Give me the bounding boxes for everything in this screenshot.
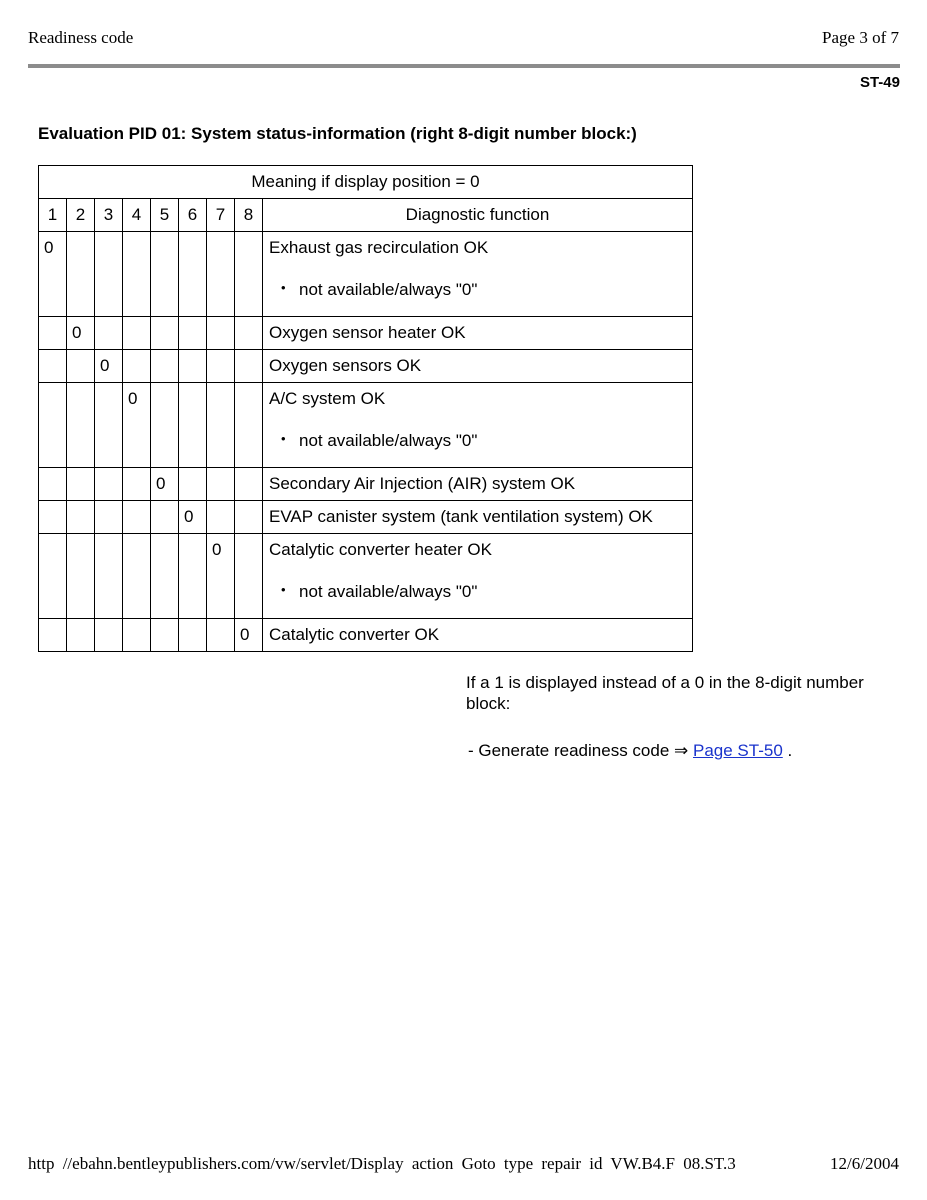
table-row	[39, 383, 693, 468]
empty-cell	[39, 383, 67, 468]
empty-cell	[95, 501, 123, 534]
function-cell	[263, 534, 693, 619]
function-note	[269, 429, 692, 453]
note-text: not available/always "0"	[299, 431, 478, 450]
empty-cell	[123, 350, 151, 383]
function-note	[269, 278, 692, 302]
section-heading: Evaluation PID 01: System status-information (right 8-digit number block:)	[38, 124, 637, 143]
empty-cell	[235, 468, 263, 501]
bullet-icon: •	[281, 582, 286, 597]
empty-cell	[151, 350, 179, 383]
empty-cell	[95, 383, 123, 468]
position-value: 0	[67, 317, 95, 350]
footer-url: http //ebahn.bentleypublishers.com/vw/servlet/Display action Goto type repair id VW.B4.F 08.ST.3	[28, 1154, 736, 1173]
empty-cell	[39, 619, 67, 652]
position-value: 0	[207, 534, 235, 619]
empty-cell	[95, 232, 123, 317]
empty-cell	[179, 232, 207, 317]
empty-cell	[67, 534, 95, 619]
empty-cell	[151, 317, 179, 350]
page-number: Page 3 of 7	[822, 28, 899, 47]
position-value: 0	[39, 232, 67, 317]
empty-cell	[67, 232, 95, 317]
empty-cell	[39, 534, 67, 619]
empty-cell	[123, 534, 151, 619]
empty-cell	[151, 534, 179, 619]
page-code: ST-49	[859, 74, 900, 91]
empty-cell	[207, 619, 235, 652]
empty-cell	[235, 501, 263, 534]
function-cell	[263, 383, 693, 468]
position-value: 0	[123, 383, 151, 468]
function-cell	[263, 468, 693, 501]
empty-cell	[207, 350, 235, 383]
function-label: EVAP canister system (tank ventilation system) OK	[269, 507, 653, 526]
empty-cell	[39, 501, 67, 534]
empty-cell	[123, 317, 151, 350]
header-row	[39, 199, 693, 232]
empty-cell	[123, 232, 151, 317]
table-row	[39, 619, 693, 652]
empty-cell	[207, 232, 235, 317]
empty-cell	[151, 501, 179, 534]
position-header: 3	[95, 199, 123, 232]
function-label: Oxygen sensor heater OK	[269, 323, 466, 342]
page-link[interactable]: Page ST-50	[693, 741, 783, 760]
empty-cell	[67, 468, 95, 501]
empty-cell	[123, 501, 151, 534]
empty-cell	[95, 317, 123, 350]
empty-cell	[67, 383, 95, 468]
table-row	[39, 232, 693, 317]
empty-cell	[151, 383, 179, 468]
empty-cell	[235, 232, 263, 317]
table-row	[39, 534, 693, 619]
function-label: Secondary Air Injection (AIR) system OK	[269, 474, 576, 493]
function-header: Diagnostic function	[263, 199, 693, 232]
empty-cell	[235, 350, 263, 383]
position-header: 8	[235, 199, 263, 232]
table-row	[39, 501, 693, 534]
header-divider	[28, 64, 900, 68]
empty-cell	[207, 468, 235, 501]
position-value: 0	[235, 619, 263, 652]
empty-cell	[207, 501, 235, 534]
empty-cell	[39, 350, 67, 383]
empty-cell	[151, 619, 179, 652]
empty-cell	[95, 468, 123, 501]
empty-cell	[67, 350, 95, 383]
empty-cell	[179, 619, 207, 652]
empty-cell	[67, 619, 95, 652]
table-caption: Meaning if display position = 0	[39, 166, 693, 199]
note-text: not available/always "0"	[299, 280, 478, 299]
empty-cell	[95, 534, 123, 619]
position-header: 7	[207, 199, 235, 232]
function-cell	[263, 232, 693, 317]
document-title: Readiness code	[28, 28, 134, 47]
empty-cell	[39, 317, 67, 350]
table-row	[39, 350, 693, 383]
empty-cell	[179, 468, 207, 501]
empty-cell	[179, 317, 207, 350]
footer-date: 12/6/2004	[830, 1154, 899, 1173]
function-label: Catalytic converter heater OK	[269, 540, 492, 559]
caption-row	[39, 166, 693, 199]
function-cell	[263, 501, 693, 534]
note-text: not available/always "0"	[299, 582, 478, 601]
function-label: A/C system OK	[269, 389, 386, 408]
empty-cell	[123, 468, 151, 501]
readiness-table	[38, 165, 693, 652]
function-cell	[263, 317, 693, 350]
step-text: - Generate readiness code ⇒	[468, 741, 689, 760]
position-header: 6	[179, 199, 207, 232]
empty-cell	[235, 317, 263, 350]
table-row	[39, 468, 693, 501]
position-header: 4	[123, 199, 151, 232]
empty-cell	[207, 383, 235, 468]
function-label: Exhaust gas recirculation OK	[269, 238, 489, 257]
function-cell	[263, 619, 693, 652]
empty-cell	[123, 619, 151, 652]
step-suffix: .	[782, 741, 793, 760]
position-value: 0	[151, 468, 179, 501]
bullet-icon: •	[281, 280, 286, 295]
empty-cell	[39, 468, 67, 501]
table-row	[39, 317, 693, 350]
empty-cell	[207, 317, 235, 350]
position-header: 1	[39, 199, 67, 232]
function-cell	[263, 350, 693, 383]
empty-cell	[151, 232, 179, 317]
empty-cell	[235, 383, 263, 468]
empty-cell	[179, 383, 207, 468]
instruction-step	[468, 741, 792, 761]
position-value: 0	[95, 350, 123, 383]
note-text: If a 1 is displayed instead of a 0 in the 8-digit number block:	[466, 673, 864, 713]
readiness-table-body	[39, 166, 693, 652]
position-header: 5	[151, 199, 179, 232]
empty-cell	[67, 501, 95, 534]
empty-cell	[179, 350, 207, 383]
function-label: Oxygen sensors OK	[269, 356, 422, 375]
function-note	[269, 580, 692, 604]
position-header: 2	[67, 199, 95, 232]
empty-cell	[95, 619, 123, 652]
empty-cell	[179, 534, 207, 619]
bullet-icon: •	[281, 431, 286, 446]
position-value: 0	[179, 501, 207, 534]
function-label: Catalytic converter OK	[269, 625, 440, 644]
empty-cell	[235, 534, 263, 619]
